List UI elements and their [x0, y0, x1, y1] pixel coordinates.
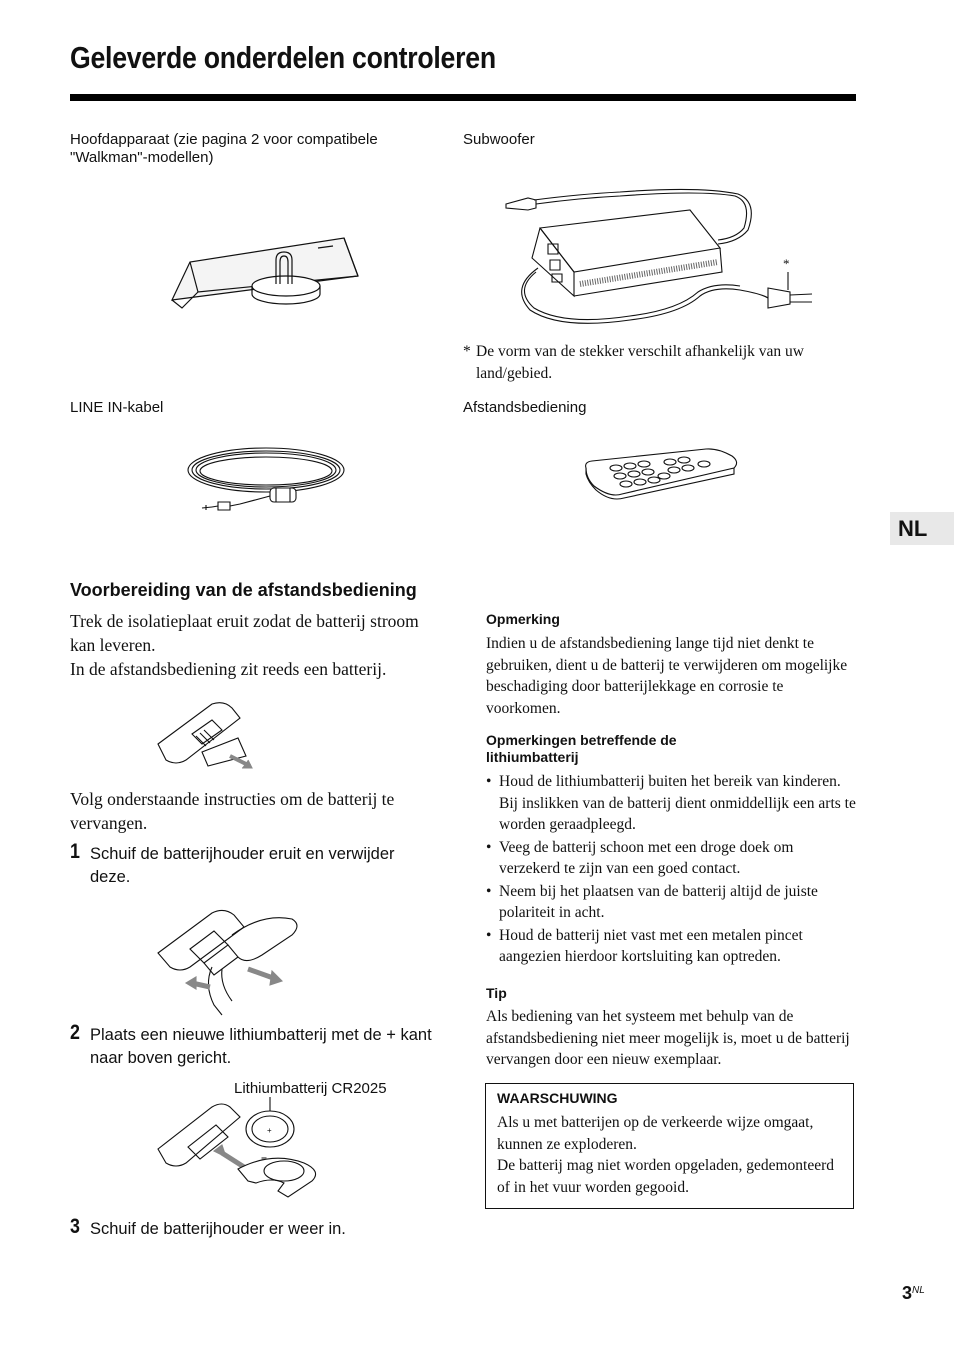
lithium-notes-list	[486, 771, 856, 968]
step-2	[70, 1021, 435, 1070]
prep-intro-battery: In de afstandsbediening zit reeds een batterij.	[70, 659, 387, 679]
insulation-sheet-illustration	[152, 700, 256, 772]
tip-heading: Tip	[486, 985, 507, 1001]
remote-control-illustration	[584, 446, 740, 502]
subwoofer-illustration	[500, 168, 820, 338]
page-number-suffix: NL	[912, 1285, 925, 1296]
battery-label: Lithiumbatterij CR2025	[234, 1080, 387, 1097]
subwoofer-footnote: De vorm van de stekker verschilt afhankelijk van uw land/gebied.	[476, 343, 804, 382]
note-text: Indien u de afstandsbediening lange tijd niet denkt te gebruiken, dient u de batterij te verwijderen om mogelijke beschadiging door batterijlekkage en corrosie te voorkomen.	[486, 635, 848, 717]
plug-asterisk: *	[783, 256, 790, 271]
page-number	[902, 1283, 925, 1304]
step-3	[70, 1215, 435, 1241]
insert-battery-illustration	[152, 1097, 324, 1201]
list-item: • Neem bij het plaatsen van de batterij altijd de juiste polariteit in acht.	[486, 881, 856, 924]
step-3-number: 3	[70, 1215, 80, 1238]
warning-text-recharge: De batterij mag niet worden opgeladen, gedemonteerd of in het vuur worden gegooid.	[497, 1157, 834, 1196]
main-unit-caption: Hoofdapparaat (zie pagina 2 voor compatibele "Walkman"-modellen)	[70, 131, 378, 166]
lithium-heading: Opmerkingen betreffende de lithiumbatterij	[486, 732, 677, 765]
warning-heading: WAARSCHUWING	[497, 1090, 618, 1106]
language-tab: NL	[890, 512, 954, 545]
tip-text: Als bediening van het systeem met behulp van de afstandsbediening niet meer mogelijk is, moet u de batterij vervangen door een nieuw exemplaar.	[486, 1008, 850, 1068]
section-heading: Voorbereiding van de afstandsbediening	[70, 580, 417, 600]
list-item: • Houd de lithiumbatterij buiten het bereik van kinderen. Bij inslikken van de batterij dient onmiddellijk een arts te worden geraadpleegd.	[486, 771, 856, 836]
step-2-text: Plaats een nieuwe lithiumbatterij met de + kant naar boven gericht.	[90, 1026, 432, 1067]
subwoofer-caption: Subwoofer	[463, 131, 535, 148]
line-in-cable-illustration	[184, 440, 352, 516]
prep-intro: Trek de isolatieplaat eruit zodat de batterij stroom kan leveren.	[70, 611, 419, 655]
title-rule	[70, 94, 856, 101]
main-unit-illustration	[168, 228, 364, 314]
step-1-text: Schuif de batterijhouder eruit en verwijder deze.	[90, 845, 395, 886]
list-item: • Houd de batterij niet vast met een metalen pincet aangezien hierdoor kortsluiting kan optreden.	[486, 925, 856, 968]
warning-box	[485, 1083, 854, 1209]
step-3-text: Schuif de batterijhouder er weer in.	[90, 1220, 346, 1238]
remove-holder-illustration	[152, 905, 308, 1015]
warning-text-explode: Als u met batterijen op de verkeerde wijze omgaat, kunnen ze exploderen.	[497, 1114, 814, 1153]
list-item: • Veeg de batterij schoon met een droge doek om verzekerd te zijn van een goed contact.	[486, 837, 856, 880]
note-heading: Opmerking	[486, 611, 560, 627]
page-title: Geleverde onderdelen controleren	[70, 40, 496, 75]
line-in-caption: LINE IN-kabel	[70, 399, 164, 416]
replace-instructions: Volg onderstaande instructies om de batterij te vervangen.	[70, 789, 395, 833]
step-1-number: 1	[70, 840, 80, 863]
footnote-star: *	[463, 343, 471, 360]
step-2-number: 2	[70, 1021, 80, 1044]
remote-caption: Afstandsbediening	[463, 399, 587, 416]
svg-text:+: +	[267, 1126, 272, 1135]
step-1	[70, 840, 435, 889]
page-number-value: 3	[902, 1283, 913, 1303]
